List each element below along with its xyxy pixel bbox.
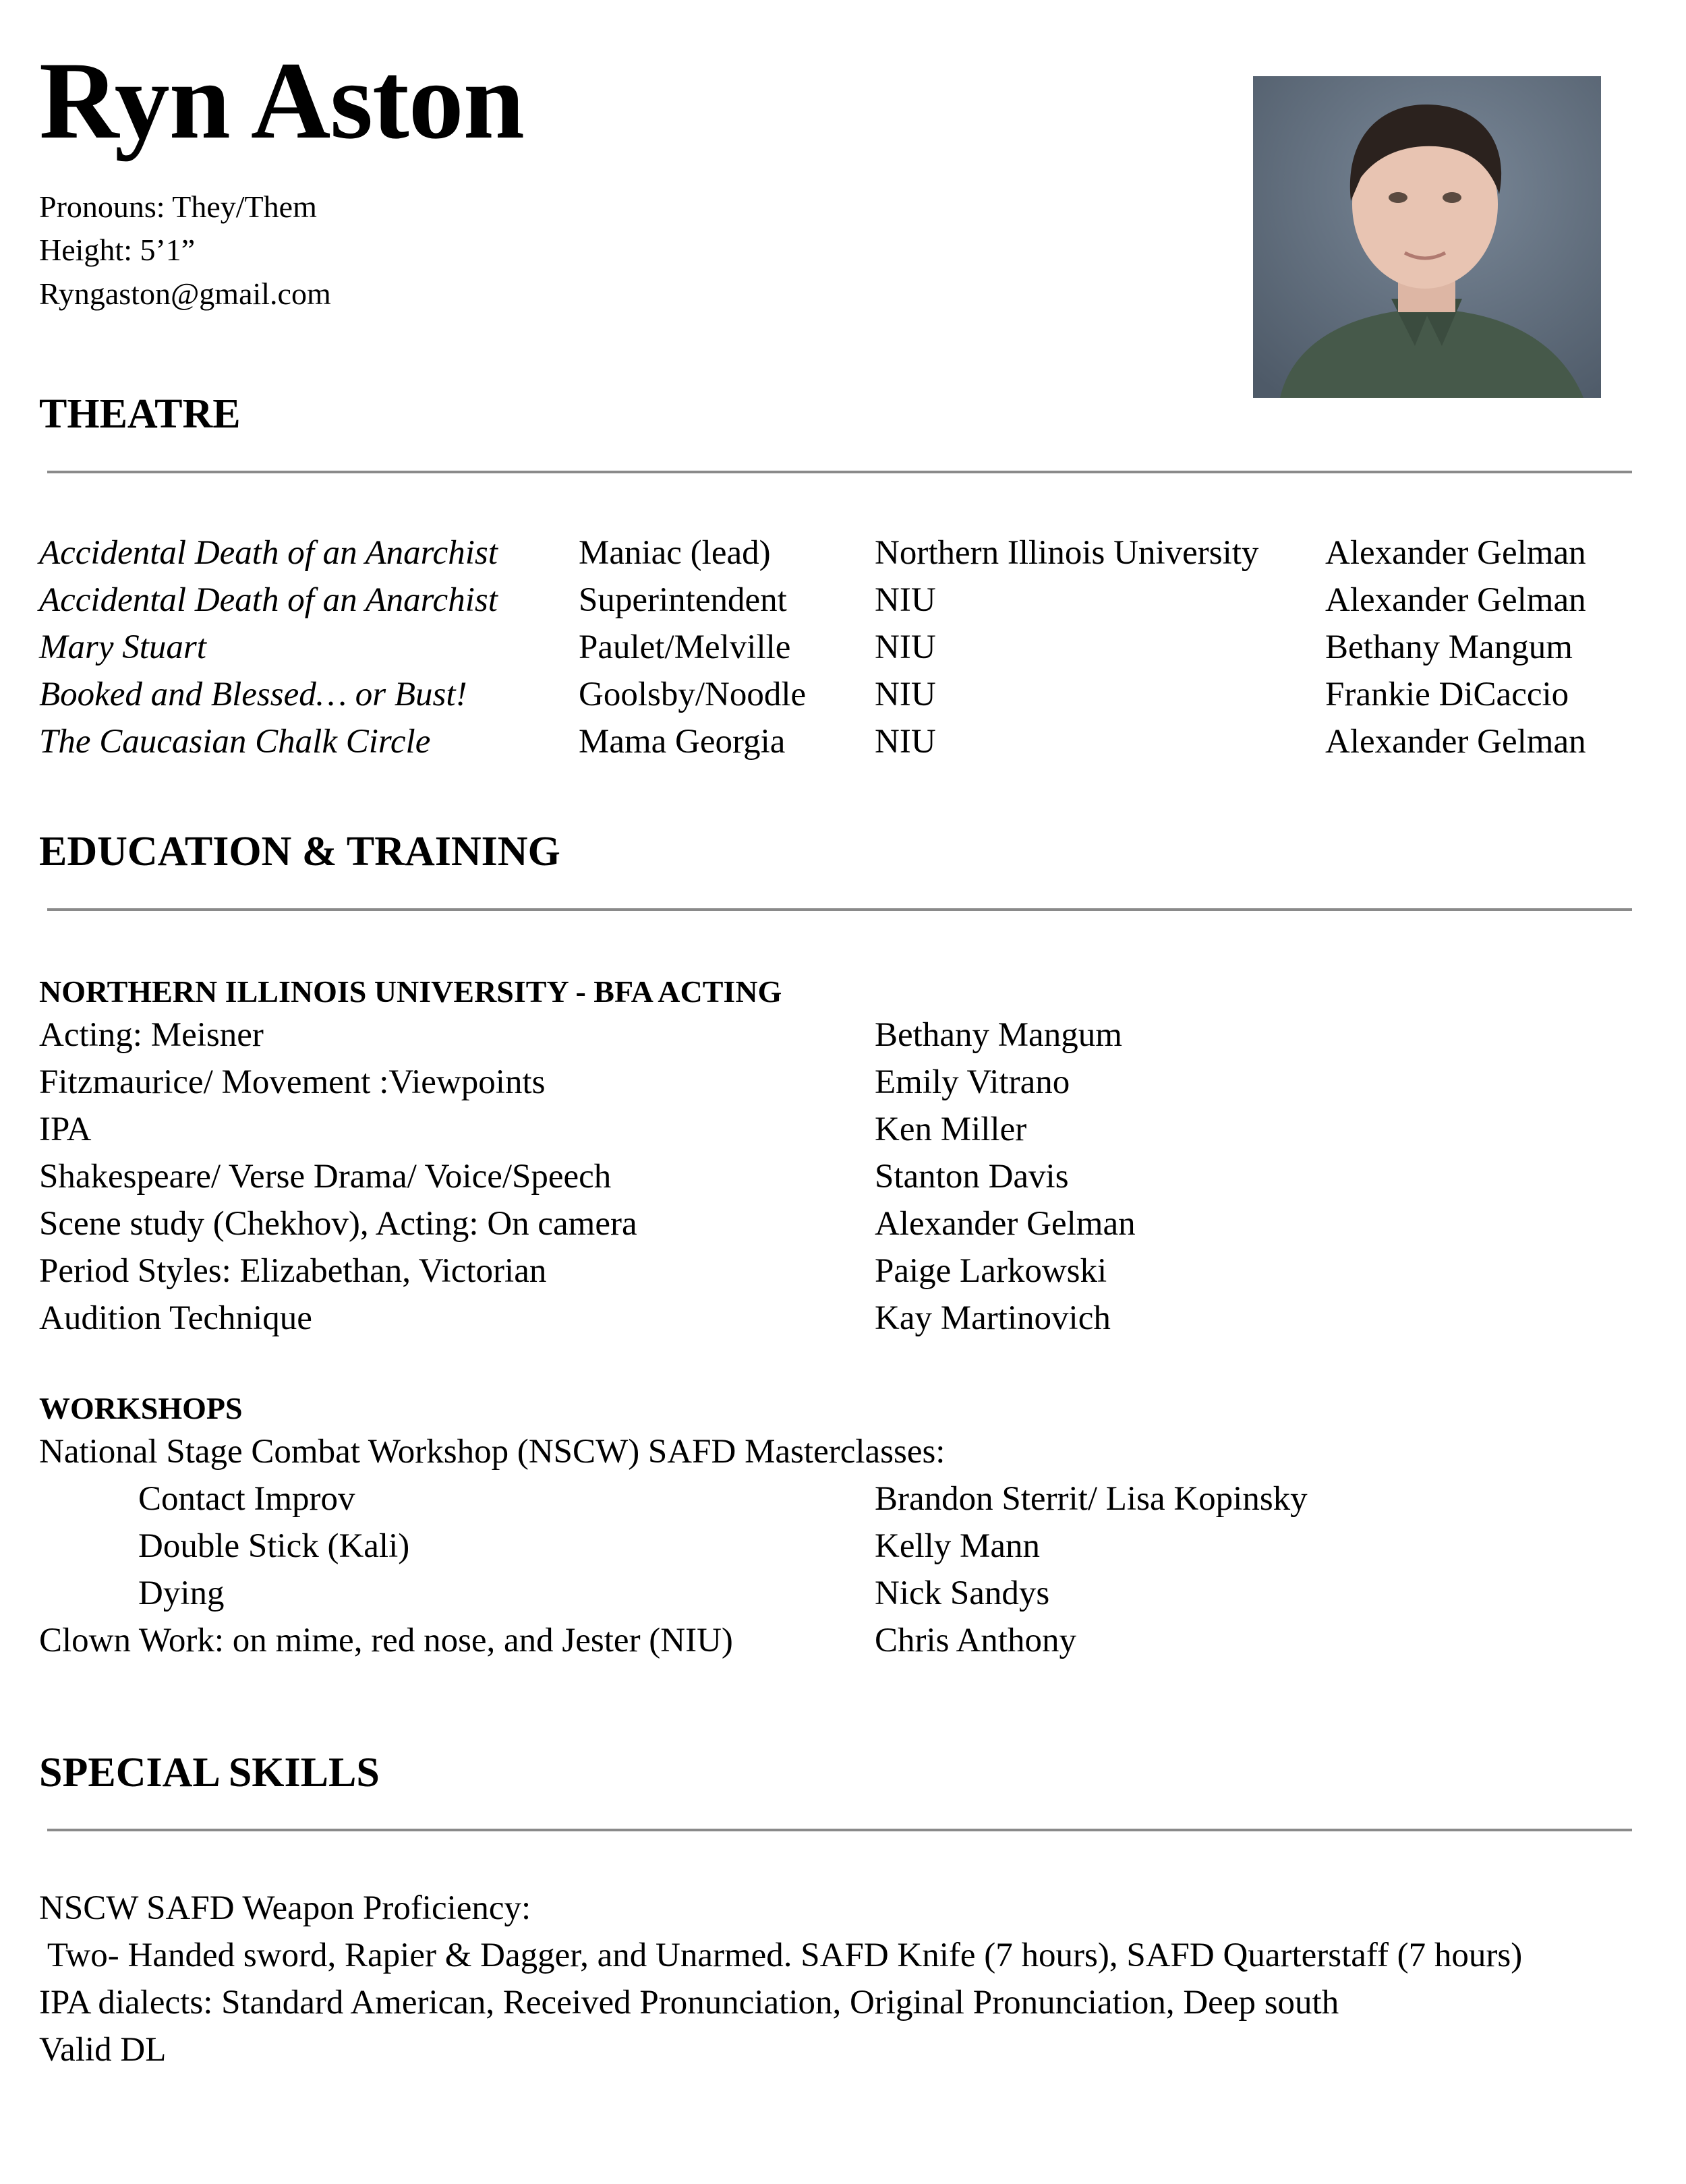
training-teacher: Stanton Davis: [875, 1158, 1069, 1196]
workshop-subject: Contact Improv: [138, 1480, 355, 1518]
training-teacher: Paige Larkowski: [875, 1252, 1107, 1290]
theatre-divider: [47, 471, 1632, 473]
workshop-intro: National Stage Combat Workshop (NSCW) SAFD Masterclasses:: [39, 1433, 946, 1471]
workshop-subject: Double Stick (Kali): [138, 1527, 410, 1565]
theatre-venue: NIU: [875, 628, 936, 666]
workshop-teacher: Kelly Mann: [875, 1527, 1041, 1565]
education-divider: [47, 908, 1632, 911]
theatre-director: Frankie DiCaccio: [1325, 676, 1569, 713]
training-subject: Acting: Meisner: [39, 1016, 264, 1054]
training-teacher: Bethany Mangum: [875, 1016, 1122, 1054]
theatre-director: Alexander Gelman: [1325, 534, 1586, 572]
theatre-venue: Northern Illinois University: [875, 534, 1259, 572]
training-subject: Fitzmaurice/ Movement :Viewpoints: [39, 1063, 546, 1101]
skills-divider: [47, 1829, 1632, 1831]
education-heading: EDUCATION & TRAINING: [39, 829, 560, 875]
school-heading: NORTHERN ILLINOIS UNIVERSITY - BFA ACTING: [39, 974, 782, 1009]
theatre-title: The Caucasian Chalk Circle: [39, 723, 431, 761]
training-subject: Period Styles: Elizabethan, Victorian: [39, 1252, 547, 1290]
theatre-title: Mary Stuart: [39, 628, 206, 666]
clown-subject: Clown Work: on mime, red nose, and Jester (NIU): [39, 1622, 733, 1659]
training-subject: Scene study (Chekhov), Acting: On camera: [39, 1205, 637, 1243]
training-teacher: Ken Miller: [875, 1111, 1027, 1148]
theatre-venue: NIU: [875, 723, 936, 761]
skill-line: NSCW SAFD Weapon Proficiency:: [39, 1889, 531, 1927]
workshop-teacher: Nick Sandys: [875, 1574, 1050, 1612]
theatre-role: Superintendent: [579, 581, 787, 619]
height: Height: 5’1”: [39, 233, 196, 267]
email: Ryngaston@gmail.com: [39, 276, 331, 311]
theatre-title: Accidental Death of an Anarchist: [39, 581, 498, 619]
workshop-subject: Dying: [138, 1574, 225, 1612]
clown-teacher: Chris Anthony: [875, 1622, 1076, 1659]
skill-line: Two- Handed sword, Rapier & Dagger, and Unarmed. SAFD Knife (7 hours), SAFD Quarterstaff (7 hours): [39, 1937, 1523, 1974]
theatre-director: Alexander Gelman: [1325, 581, 1586, 619]
training-subject: Shakespeare/ Verse Drama/ Voice/Speech: [39, 1158, 612, 1196]
theatre-director: Bethany Mangum: [1325, 628, 1573, 666]
pronouns: Pronouns: They/Them: [39, 189, 317, 224]
theatre-director: Alexander Gelman: [1325, 723, 1586, 761]
training-subject: Audition Technique: [39, 1299, 312, 1337]
workshop-teacher: Brandon Sterrit/ Lisa Kopinsky: [875, 1480, 1308, 1518]
training-teacher: Emily Vitrano: [875, 1063, 1070, 1101]
skills-heading: SPECIAL SKILLS: [39, 1750, 380, 1796]
theatre-role: Mama Georgia: [579, 723, 786, 761]
headshot-photo: [1253, 76, 1601, 398]
theatre-title: Booked and Blessed… or Bust!: [39, 676, 467, 713]
theatre-role: Goolsby/Noodle: [579, 676, 807, 713]
theatre-role: Maniac (lead): [579, 534, 771, 572]
theatre-heading: THEATRE: [39, 391, 241, 437]
theatre-title: Accidental Death of an Anarchist: [39, 534, 498, 572]
skill-line: IPA dialects: Standard American, Received Pronunciation, Original Pronunciation, Deep south: [39, 1984, 1339, 2021]
theatre-venue: NIU: [875, 676, 936, 713]
theatre-venue: NIU: [875, 581, 936, 619]
training-teacher: Alexander Gelman: [875, 1205, 1136, 1243]
training-subject: IPA: [39, 1111, 92, 1148]
skill-line: Valid DL: [39, 2031, 167, 2069]
training-teacher: Kay Martinovich: [875, 1299, 1111, 1337]
workshops-heading: WORKSHOPS: [39, 1391, 243, 1425]
theatre-role: Paulet/Melville: [579, 628, 791, 666]
applicant-name: Ryn Aston: [39, 40, 524, 162]
